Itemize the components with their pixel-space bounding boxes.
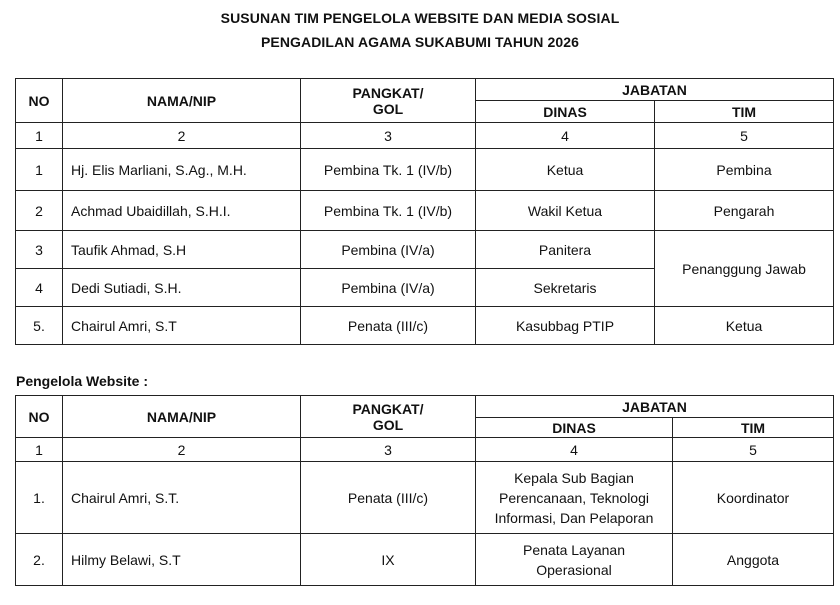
- document-title-line1: SUSUNAN TIM PENGELOLA WEBSITE DAN MEDIA SOSIAL: [220, 10, 620, 26]
- table-row: [16, 231, 834, 269]
- cell-nama: Taufik Ahmad, S.H: [63, 231, 301, 269]
- cell-dinas: Sekretaris: [476, 269, 655, 307]
- cell-pangkat: Pembina Tk. 1 (IV/b): [301, 149, 476, 191]
- section-label: Pengelola Website :: [16, 373, 148, 389]
- cell-pangkat: Pembina (IV/a): [301, 231, 476, 269]
- cell-nama: Chairul Amri, S.T.: [63, 462, 301, 534]
- col-number: 4: [476, 123, 655, 149]
- header-pangkat-line2: GOL: [372, 416, 404, 433]
- cell-tim: Anggota: [673, 534, 834, 586]
- cell-tim: Pembina: [655, 149, 834, 191]
- table-row: [16, 462, 834, 534]
- cell-nama: Achmad Ubaidillah, S.H.I.: [63, 191, 301, 231]
- header-pangkat: [301, 396, 476, 438]
- col-number: 5: [655, 123, 834, 149]
- cell-dinas-line: Perencanaan, Teknologi: [499, 489, 649, 506]
- cell-pangkat: Penata (III/c): [301, 307, 476, 345]
- cell-dinas: Wakil Ketua: [476, 191, 655, 231]
- cell-dinas: [476, 462, 673, 534]
- cell-nama: Chairul Amri, S.T: [63, 307, 301, 345]
- cell-no: 3: [16, 231, 63, 269]
- col-number: 2: [63, 438, 301, 462]
- header-dinas: DINAS: [476, 418, 673, 438]
- header-dinas: DINAS: [476, 101, 655, 123]
- cell-pangkat: Pembina (IV/a): [301, 269, 476, 307]
- col-number: 1: [16, 438, 63, 462]
- cell-no: 5.: [16, 307, 63, 345]
- header-pangkat-line1: PANGKAT/: [352, 400, 424, 417]
- cell-tim: Pengarah: [655, 191, 834, 231]
- col-number: 5: [673, 438, 834, 462]
- header-tim: TIM: [673, 418, 834, 438]
- cell-dinas-line: Penata Layanan: [523, 541, 625, 558]
- header-nama: NAMA/NIP: [63, 79, 301, 123]
- cell-pangkat: Pembina Tk. 1 (IV/b): [301, 191, 476, 231]
- col-number: 1: [16, 123, 63, 149]
- cell-dinas-line: Informasi, Dan Pelaporan: [494, 509, 654, 526]
- header-no: NO: [16, 396, 63, 438]
- cell-dinas: Panitera: [476, 231, 655, 269]
- cell-dinas: Kasubbag PTIP: [476, 307, 655, 345]
- table-row: [16, 149, 834, 191]
- col-number: 2: [63, 123, 301, 149]
- cell-pangkat: IX: [301, 534, 476, 586]
- cell-nama: Hilmy Belawi, S.T: [63, 534, 301, 586]
- header-no: NO: [16, 79, 63, 123]
- cell-pangkat: Penata (III/c): [301, 462, 476, 534]
- cell-no: 2.: [16, 534, 63, 586]
- header-pangkat-line2: GOL: [372, 100, 404, 117]
- cell-no: 1.: [16, 462, 63, 534]
- header-pangkat-line1: PANGKAT/: [352, 84, 424, 101]
- header-row: [16, 79, 834, 101]
- col-number: 4: [476, 438, 673, 462]
- table-row: [16, 307, 834, 345]
- table-row: [16, 191, 834, 231]
- cell-nama: Hj. Elis Marliani, S.Ag., M.H.: [63, 149, 301, 191]
- cell-tim: Koordinator: [673, 462, 834, 534]
- header-nama: NAMA/NIP: [63, 396, 301, 438]
- cell-dinas-line: Kepala Sub Bagian: [514, 469, 634, 486]
- table-row: [16, 534, 834, 586]
- cell-nama: Dedi Sutiadi, S.H.: [63, 269, 301, 307]
- cell-dinas: Ketua: [476, 149, 655, 191]
- team-table: [15, 78, 834, 345]
- cell-dinas: [476, 534, 673, 586]
- cell-tim: Penanggung Jawab: [655, 231, 834, 307]
- col-number: 3: [301, 123, 476, 149]
- header-tim: TIM: [655, 101, 834, 123]
- column-number-row: [16, 438, 834, 462]
- header-pangkat: [301, 79, 476, 123]
- cell-no: 1: [16, 149, 63, 191]
- header-row: [16, 396, 834, 418]
- header-jabatan: JABATAN: [476, 79, 834, 101]
- header-jabatan: JABATAN: [476, 396, 834, 418]
- cell-dinas-line: Operasional: [536, 561, 612, 578]
- col-number: 3: [301, 438, 476, 462]
- cell-no: 2: [16, 191, 63, 231]
- cell-no: 4: [16, 269, 63, 307]
- document-title-line2: PENGADILAN AGAMA SUKABUMI TAHUN 2026: [260, 34, 580, 50]
- website-team-table: [15, 395, 834, 586]
- column-number-row: [16, 123, 834, 149]
- cell-tim: Ketua: [655, 307, 834, 345]
